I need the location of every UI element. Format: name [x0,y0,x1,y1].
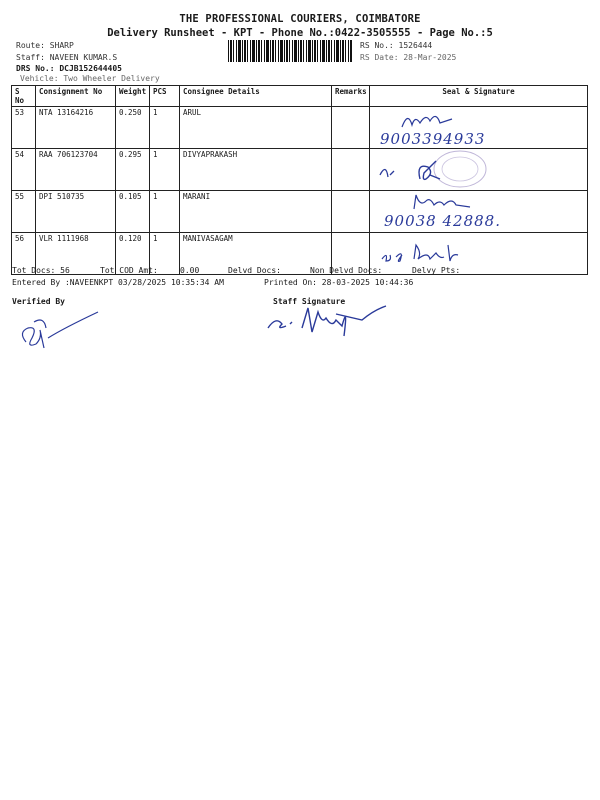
signature-scribble-icon [376,155,456,185]
handwritten-phone: 90038 42888. [384,212,501,230]
vehicle-text: Vehicle: Two Wheeler Delivery [20,74,160,83]
table-row [12,149,588,191]
col-weight: Weight [116,86,150,107]
pcs-cell: 1 [150,149,180,191]
runsheet-subtitle: Delivery Runsheet - KPT - Phone No.:0422-3505555 - Page No.:5 [107,27,493,39]
company-title: THE PROFESSIONAL COURIERS, COIMBATORE [179,13,421,25]
sno-cell: 56 [12,233,36,275]
col-pcs: PCS [150,86,180,107]
total-cod-value: 0.00 [180,266,200,275]
remarks-cell [332,191,370,233]
signature-cell [370,191,588,233]
weight-cell: 0.105 [116,191,150,233]
pcs-cell: 1 [150,233,180,275]
printed-on: Printed On: 28-03-2025 10:44:36 [264,278,414,287]
consignee-cell: DIVYAPRAKASH [180,149,332,191]
signature-scribble-icon [410,193,480,213]
col-consignment: Consignment No [36,86,116,107]
table-row [12,107,588,149]
signature-cell [370,107,588,149]
staff-signature-label: Staff Signature [273,297,346,306]
sno-cell: 55 [12,191,36,233]
route-text: Route: SHARP [16,41,74,50]
sno-cell: 53 [12,107,36,149]
runsheet-table [11,85,588,275]
signature-cell [370,149,588,191]
col-remarks: Remarks [332,86,370,107]
weight-cell: 0.295 [116,149,150,191]
consignment-cell: NTA 13164216 [36,107,116,149]
consignment-cell: VLR 1111968 [36,233,116,275]
consignment-cell: DPI 510735 [36,191,116,233]
entered-by: Entered By :NAVEENKPT 03/28/2025 10:35:34 AM [12,278,224,287]
staff-signature-icon [262,298,392,340]
pcs-cell: 1 [150,191,180,233]
handwritten-phone: 9003394933 [380,130,486,148]
delivered-docs: Delvd Docs: [228,266,281,275]
consignee-cell: ARUL [180,107,332,149]
sno-cell: 54 [12,149,36,191]
remarks-cell [332,107,370,149]
remarks-cell [332,149,370,191]
signature-cell [370,233,588,275]
verifier-signature-icon [14,308,104,354]
signature-scribble-icon [378,239,478,269]
col-sno: S No [12,86,36,107]
col-consignee: Consignee Details [180,86,332,107]
drs-number: DRS No.: DCJB152644405 [16,64,122,73]
staff-text: Staff: NAVEEN KUMAR.S [16,53,118,62]
signature-scribble-icon [400,109,460,131]
table-header-row [12,86,588,107]
weight-cell: 0.120 [116,233,150,275]
barcode [228,40,352,62]
table-row [12,191,588,233]
total-docs: Tot Docs: 56 [12,266,70,275]
pcs-cell: 1 [150,107,180,149]
consignee-cell: MANIVASAGAM [180,233,332,275]
rs-date: RS Date: 28-Mar-2025 [360,53,457,62]
delivery-points: Delvy Pts: [412,266,461,275]
non-delivered-docs: Non Delvd Docs: [310,266,383,275]
rs-number: RS No.: 1526444 [360,41,433,50]
total-cod-label: Tot COD Amt: [100,266,158,275]
consignment-cell: RAA 706123704 [36,149,116,191]
col-seal-signature: Seal & Signature [370,86,588,107]
weight-cell: 0.250 [116,107,150,149]
table-row [12,233,588,275]
consignee-cell: MARANI [180,191,332,233]
verified-by-label: Verified By [12,297,65,306]
